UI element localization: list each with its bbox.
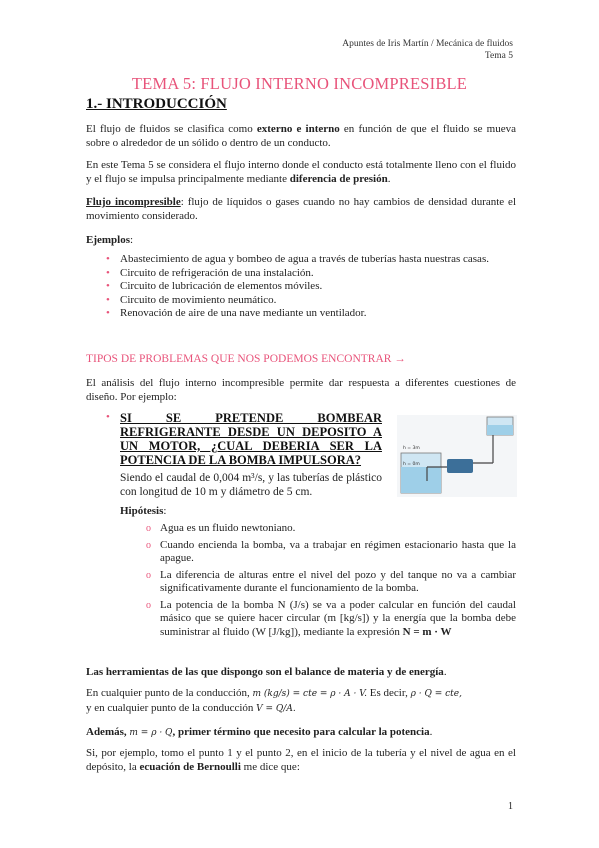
hypothesis-list [146, 522, 516, 642]
ademas-paragraph [86, 726, 516, 741]
paragraph-2-bold: diferencia de presión [289, 172, 388, 185]
subheading: TIPOS DE PROBLEMAS QUE NOS PODEMOS ENCONTRAR → [86, 353, 406, 365]
list-item [106, 267, 516, 281]
list-item-text: Circuito de refrigeración de una instalación. [120, 266, 314, 279]
mass-flow-formula: m (kg/s) = cte = ρ · A · V. [252, 689, 368, 699]
list-item-text: Circuito de movimiento neumático. [120, 293, 277, 306]
list-item-text: Abastecimiento de agua y bombeo de agua a través de tuberías hasta nuestras casas. [120, 253, 489, 265]
tools-text: Las herramientas de las que dispongo son el balance de materia y de energía [86, 666, 444, 678]
paragraph-2-text-c: . [387, 172, 391, 185]
paragraph-1-bold: externo e interno [256, 123, 340, 135]
paragraph-1 [86, 123, 516, 150]
bullet-icon: • [106, 293, 110, 306]
paragraph-4: El análisis del flujo interno incompresible permite dar respuesta a diferentes cuestiones de diseño. Por ejemplo: [86, 377, 516, 403]
list-item [146, 569, 516, 596]
examples-label [86, 234, 516, 248]
page-number: 1 [508, 801, 513, 812]
velocity-formula: V = Q/A. [256, 703, 296, 714]
list-item [106, 253, 516, 267]
bullet-icon: • [106, 280, 110, 292]
paragraph-2-text-a: En este Tema 5 se considera el flujo interno donde el conducto está totalmente lleno con el fluido y el flujo se impulsa principalmente mediante [86, 159, 516, 185]
bullet-icon: • [106, 411, 110, 423]
mass-flow-short-formula: m = ρ · Q [129, 728, 173, 738]
pump-shape [447, 459, 473, 473]
list-item-text: Renovación de aire de una nave mediante un ventilador. [120, 307, 367, 319]
paragraph-5 [86, 747, 516, 774]
bullet-icon: • [106, 253, 110, 265]
hypothesis-colon: : [163, 505, 167, 517]
ademas-text-a: Además, [86, 726, 130, 738]
height-label-bottom: h = 0m [403, 462, 420, 467]
hypothesis-label-text: Hipótesis [120, 505, 164, 517]
paragraph-1-text-a: El flujo de fluidos se clasifica como [86, 123, 257, 135]
height-label-top: h = 3m [403, 446, 420, 451]
question-heading: SI SE PRETENDE BOMBEAR REFRIGERANTE DESDE UN DEPOSITO A UN MOTOR, ¿CUAL DEBERIA SER LA POTENCIA DE LA BOMBA IMPULSORA? [120, 411, 382, 467]
list-item-text: La diferencia de alturas entre el nivel del pozo y del tanque no va a cambiar significativamente durante el funcionamiento de la bomba. [160, 568, 516, 594]
paragraph-2 [86, 159, 516, 186]
list-item [106, 307, 516, 321]
list-item [106, 280, 516, 294]
paragraph-5-text-a: Si, por ejemplo, tomo el punto 1 y el punto 2, en el inicio de la tubería y el nivel de agua en el depósito, la [86, 747, 516, 773]
section-heading: 1.- INTRODUCCIÓN [86, 96, 227, 112]
paragraph-5-bold: ecuación de Bernoulli [139, 760, 241, 773]
examples-list [106, 253, 516, 321]
list-item-text: Agua es un fluido newtoniano. [160, 522, 296, 534]
list-item [146, 539, 516, 566]
tools-paragraph: Las herramientas de las que dispongo son el balance de materia y de energía. [86, 666, 447, 678]
conduction-text-b: Es decir, [367, 687, 411, 699]
circle-bullet-icon: o [146, 599, 151, 611]
examples-label-text: Ejemplos [86, 234, 130, 246]
well-water [401, 467, 441, 493]
list-item [106, 294, 516, 308]
bullet-icon: • [106, 307, 110, 319]
examples-colon: : [130, 234, 134, 246]
document-title: TEMA 5: FLUJO INTERNO INCOMPRESIBLE [131, 74, 468, 93]
circle-bullet-icon: o [146, 523, 151, 534]
pump-diagram-figure [397, 415, 517, 497]
conduction-text-a: En cualquier punto de la conducción, [86, 687, 253, 699]
ademas-bold: , primer término que necesito para calcular la potencia [172, 726, 430, 738]
ademas-text-c: . [429, 726, 433, 738]
circle-bullet-icon: o [146, 539, 151, 551]
paragraph-1-text-c: en función de que el fluido se mueva sobre o alrededor de un sólido o dentro de un conducto. [86, 123, 517, 149]
page-header [342, 38, 513, 62]
conduction-text-c: y en cualquier punto de la conducción [86, 701, 257, 714]
list-item [146, 599, 516, 640]
header-line-2: Tema 5 [484, 51, 513, 61]
header-line-1: Apuntes de Iris Martín / Mecánica de fluidos [342, 39, 513, 49]
conduction-paragraph [86, 687, 516, 716]
given-data: Siendo el caudal de 0,004 m³/s, y las tuberías de plástico con longitud de 10 m y diámetro de 5 cm. [120, 472, 382, 498]
list-item-text: La potencia de la bomba N (J/s) se va a poder calcular en función del caudal másico que se quiere hacer circular (m [kg/s]) y la energía que la bomba debe suministrar al fluido (W [J/kg]), mediante la expresión [160, 598, 516, 638]
circle-bullet-icon: o [146, 569, 151, 581]
list-item [146, 522, 516, 536]
list-item-text: Circuito de lubricación de elementos móviles. [120, 280, 323, 292]
bullet-icon: • [106, 266, 110, 279]
paragraph-3-text: : flujo de líquidos o gases cuando no hay cambios de densidad durante el movimiento considerado. [86, 196, 516, 222]
paragraph-3-term: Flujo incompresible [86, 196, 181, 208]
tank-water [487, 425, 513, 435]
flow-constant-formula: ρ · Q = cte, [410, 689, 462, 699]
paragraph-3 [86, 196, 516, 223]
list-item-text: Cuando encienda la bomba, va a trabajar en régimen estacionario hasta que la apague. [160, 538, 516, 564]
hypothesis-label [120, 505, 550, 519]
power-formula: N = m · W [402, 625, 452, 638]
paragraph-5-text-c: me dice que: [240, 760, 300, 773]
